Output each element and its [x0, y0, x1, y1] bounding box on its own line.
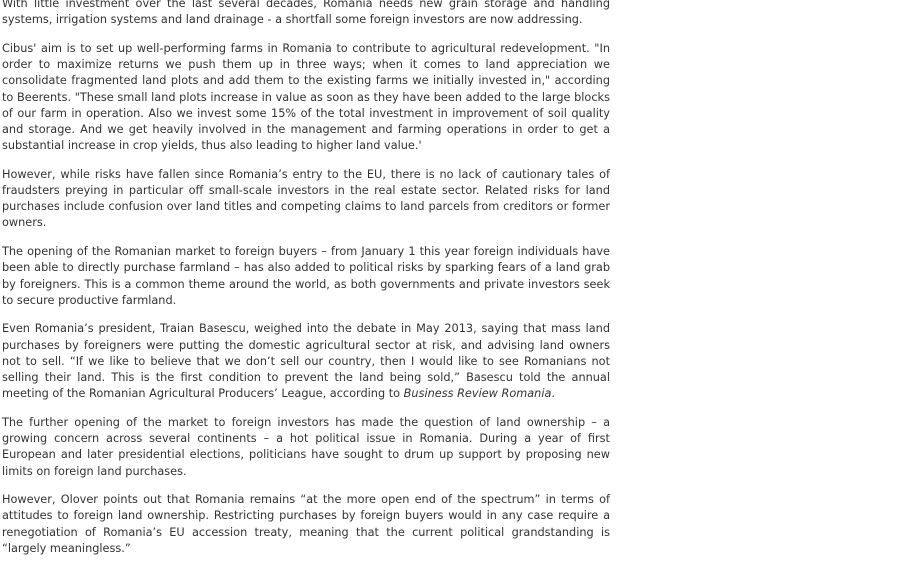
paragraph-cibus-aim: Cibus' aim is to set up well-performing farms in Romania to contribute to agricultural redevelopment. "In order to maximize returns we push them up in three ways; when it comes to land appreciation we consolidate fragmented land plots and add them to the existing farms we initially invested in," according to Beerents. "These small land plots increase in value as soon as they have been added to the large blocks of our farm in operation. Also we invest some 15% of the total investment in improvement of soil quality and storage. And we get heavily involved in the management and farming operations in order to get a substantial increase in crop yields, thus also leading to higher land value.'	[2, 41, 610, 153]
paragraph-market-opening: The opening of the Romanian market to foreign buyers – from January 1 this year foreign individuals have been able to directly purchase farmland – has also added to political risks by sparking fears of a land grab by foreigners. This is a common theme around the world, as both governments and private investors seek to secure productive farmland.	[2, 245, 610, 307]
paragraph-investment-shortfall: With little investment over the last several decades, Romania needs new grain storage and handling systems, irrigation systems and land drainage - a shortfall some foreign investors are now addressing.	[2, 0, 610, 27]
paragraph-president-basescu: Even Romania’s president, Traian Basescu, weighed into the debate in May 2013, saying that mass land purchases by foreigners were putting the domestic agricultural sector at risk, and advising land owners not to sell. “If we like to believe that we don’t sell our country, then I would like to see Romanians not selling their land. This is the first condition to prevent the land being sold,” Basescu told the annual meeting of the Romanian Agricultural Producers’ League, according to Business Review Romania.	[2, 322, 610, 401]
article-body	[2, 0, 610, 570]
paragraph-olover-quote: However, Olover points out that Romania remains “at the more open end of the spectrum” in terms of attitudes to foreign land ownership. Restricting purchases by foreign buyers would in any case require a renegotiation of Romania’s EU accession treaty, meaning that the current political grandstanding is “largely meaningless.”	[2, 493, 610, 555]
publication-name: Business Review Romania	[403, 387, 552, 401]
paragraph-land-ownership-issue: The further opening of the market to foreign investors has made the question of land ownership – a growing concern across several continents – a hot political issue in Romania. During a year of first European and later presidential elections, politicians have sought to drum up support by proposing new limits on foreign land purchases.	[2, 415, 610, 478]
paragraph-risks: However, while risks have fallen since Romania’s entry to the EU, there is no lack of cautionary tales of fraudsters preying in particular off small-scale investors in the real estate sector. Related risks for land purchases include confusion over land titles and competing claims to land parcels from creditors or former owners.	[2, 167, 610, 230]
